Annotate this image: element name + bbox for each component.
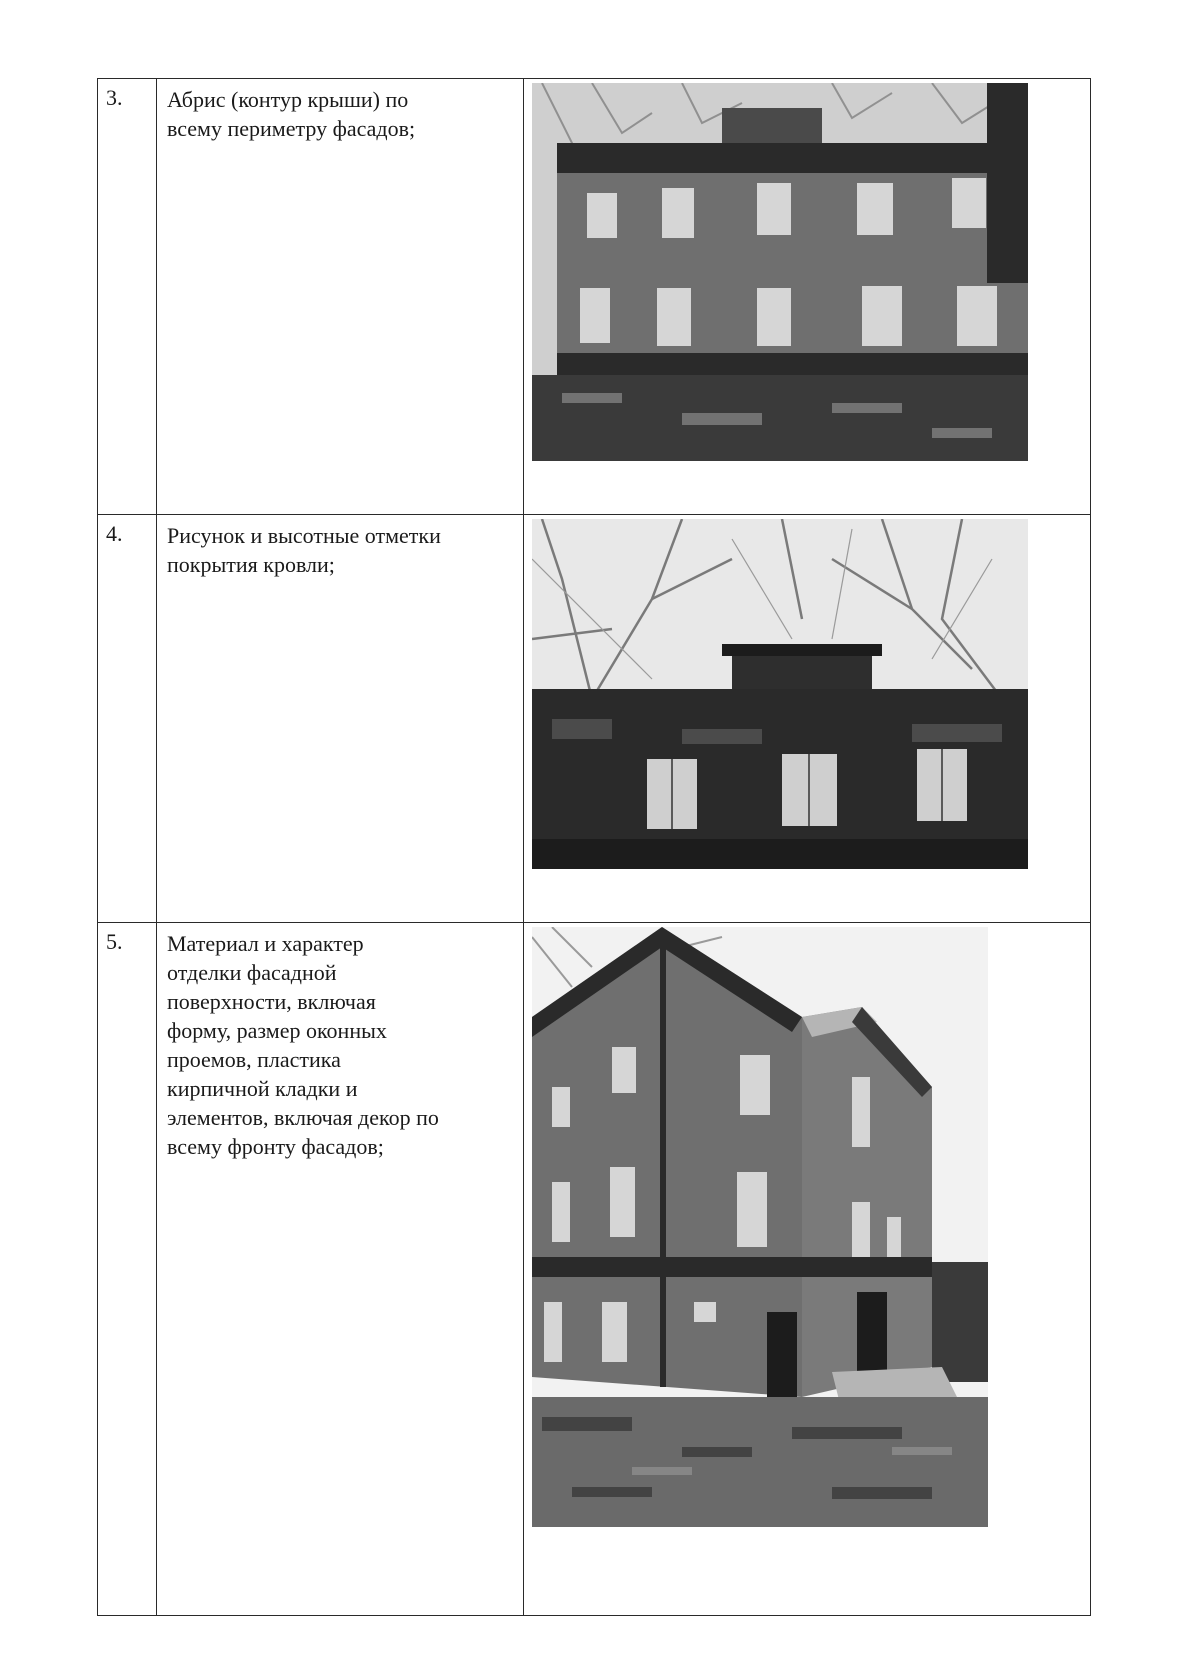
description-line: всему фронту фасадов; — [167, 1134, 384, 1159]
description-line: кирпичной кладки и — [167, 1076, 358, 1101]
building-roof-photo — [532, 519, 1028, 869]
description-line: Рисунок и высотные отметки — [167, 523, 441, 548]
description-line: проемов, пластика — [167, 1047, 341, 1072]
description-line: поверхности, включая — [167, 989, 376, 1014]
photo-cell — [524, 923, 1091, 1616]
description-line: всему периметру фасадов; — [167, 116, 416, 141]
table-row — [98, 515, 1091, 923]
building-corner-photo — [532, 927, 988, 1527]
description-line: Абрис (контур крыши) по — [167, 87, 409, 112]
heritage-elements-table — [97, 78, 1091, 1616]
photo-cell — [524, 515, 1091, 923]
description-line: покрытия кровли; — [167, 552, 335, 577]
table-row — [98, 79, 1091, 515]
description-line: Материал и характер — [167, 931, 364, 956]
row-number: 4. — [98, 515, 157, 923]
row-number: 3. — [98, 79, 157, 515]
row-description — [157, 79, 524, 515]
building-facade-photo — [532, 83, 1028, 461]
row-description — [157, 515, 524, 923]
table-row — [98, 923, 1091, 1616]
description-line: элементов, включая декор по — [167, 1105, 439, 1130]
description-line: форму, размер оконных — [167, 1018, 387, 1043]
row-number: 5. — [98, 923, 157, 1616]
description-line: отделки фасадной — [167, 960, 337, 985]
row-description — [157, 923, 524, 1616]
photo-cell — [524, 79, 1091, 515]
